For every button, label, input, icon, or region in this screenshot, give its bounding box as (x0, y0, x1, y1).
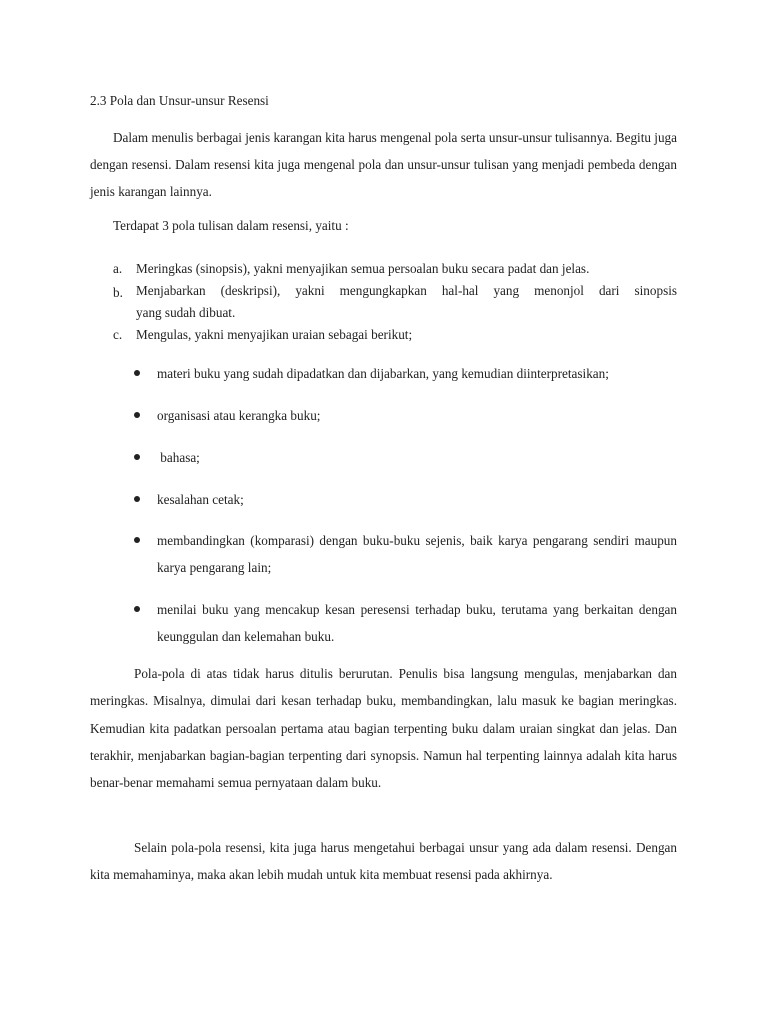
bullet-item-text: bahasa; (157, 450, 200, 465)
list-marker: c. (113, 327, 123, 342)
list-item-text: Meringkas (sinopsis), yakni menyajikan semua persoalan buku secara padat dan jelas. (136, 261, 590, 276)
list-item (113, 324, 677, 346)
bullet-item (132, 527, 677, 581)
bullet-item-text: materi buku yang sudah dipadatkan dan dijabarkan, yang kemudian diinterpretasikan; (157, 366, 609, 381)
pola-explanation-paragraph: Pola-pola di atas tidak harus ditulis berurutan. Penulis bisa langsung mengulas, menjabarkan dan meringkas. Misalnya, dimulai dari kesan terhadap buku, membandingkan, lalu masuk ke bagian meringkas. Kemudian kita padatkan persoalan pertama atau bagian terpenting buku dalam uraian singkat dan jelas. Dan terakhir, menjabarkan bagian-bagian terpenting dari synopsis. Namun hal terpenting lainnya adalah kita harus benar-benar memahami semua pernyataan dalam buku. (90, 666, 677, 791)
unsur-intro-paragraph: Selain pola-pola resensi, kita juga harus mengetahui berbagai unsur yang ada dalam resensi. Dengan kita memahaminya, maka akan lebih mudah untuk kita membuat resensi pada akhirnya. (90, 840, 677, 882)
bullet-icon (134, 496, 140, 502)
section-heading: 2.3 Pola dan Unsur-unsur Resensi (90, 93, 269, 108)
bullet-item-text: membandingkan (komparasi) dengan buku-buku sejenis, baik karya pengarang sendiri maupun karya pengarang lain; (157, 533, 677, 575)
intro-paragraph: Dalam menulis berbagai jenis karangan kita harus mengenal pola serta unsur-unsur tulisannya. Begitu juga dengan resensi. Dalam resensi kita juga mengenal pola dan unsur-unsur tulisan yang menjadi pembeda dengan jenis karangan lainnya. (90, 130, 677, 199)
bullet-item (132, 596, 677, 650)
pola-intro-paragraph (113, 218, 677, 234)
bullet-icon (134, 537, 140, 543)
bullet-icon (134, 370, 140, 376)
list-marker: b. (113, 285, 123, 300)
bullet-icon (134, 412, 140, 418)
bullet-item-text: kesalahan cetak; (157, 492, 244, 507)
pola-intro-text: Terdapat 3 pola tulisan dalam resensi, yaitu : (113, 218, 349, 233)
bullet-icon (134, 606, 140, 612)
bullet-item (132, 360, 677, 387)
list-marker: a. (113, 261, 123, 276)
pola-list (113, 258, 677, 346)
ulasan-bullet-list (132, 360, 677, 650)
bullet-icon (134, 454, 140, 460)
list-item-text-continued: yang sudah dibuat. (136, 305, 236, 320)
list-item-text: Mengulas, yakni menyajikan uraian sebagai berikut; (136, 327, 413, 342)
bullet-item (132, 486, 677, 513)
list-item (113, 280, 677, 324)
bullet-item-text: menilai buku yang mencakup kesan peresensi terhadap buku, terutama yang berkaitan dengan keunggulan dan kelemahan buku. (157, 602, 677, 644)
bullet-item (132, 402, 677, 429)
list-item (113, 258, 677, 280)
bullet-item-text: organisasi atau kerangka buku; (157, 408, 321, 423)
list-item-text: Menjabarkan (deskripsi), yakni mengungkapkan hal-hal yang menonjol dari sinopsis (136, 283, 677, 298)
bullet-item (132, 444, 677, 471)
